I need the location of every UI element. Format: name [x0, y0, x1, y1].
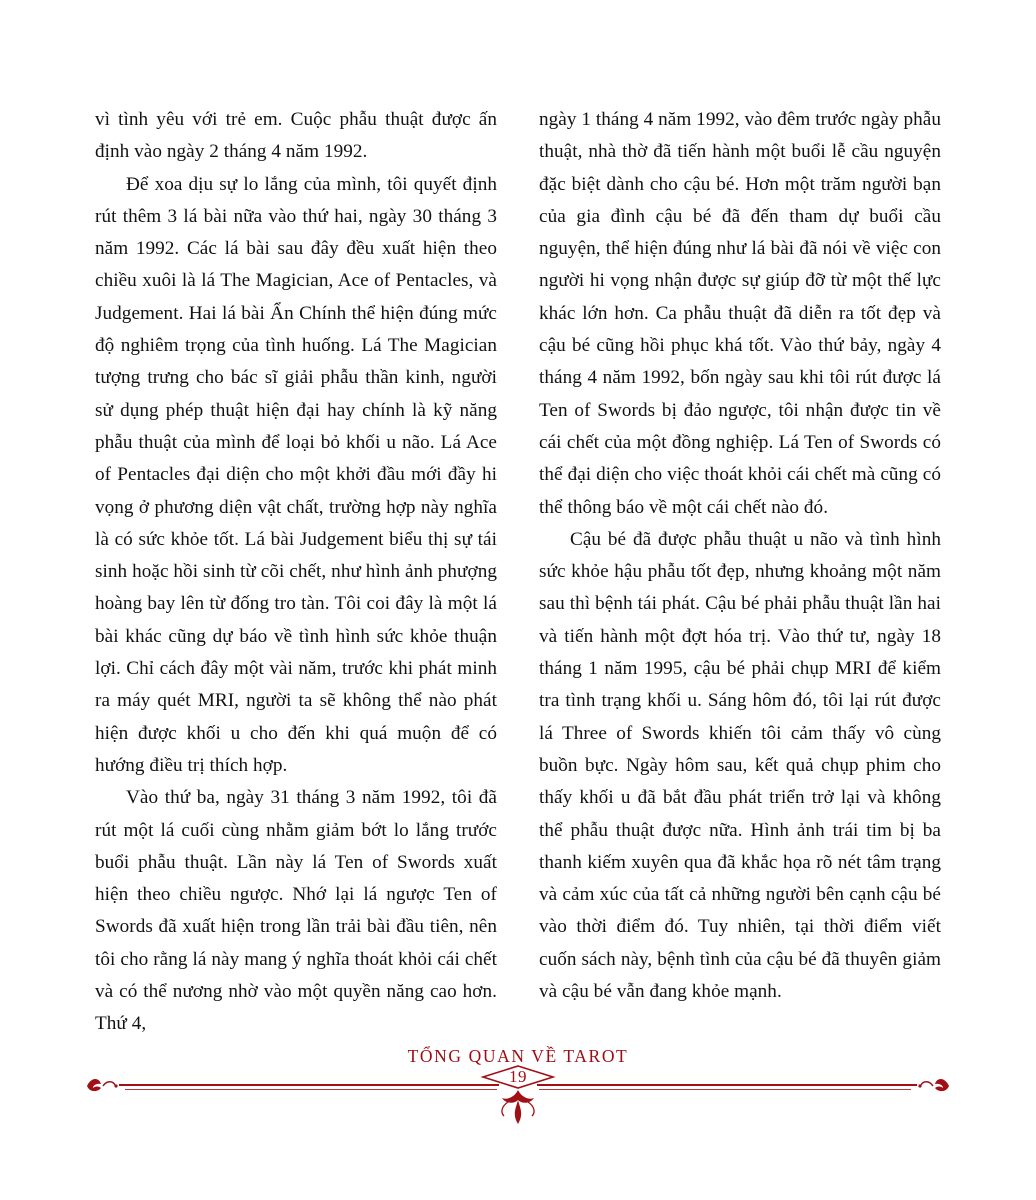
flourish-right-icon	[917, 1073, 951, 1099]
body-columns	[95, 104, 941, 1041]
paragraph: vì tình yêu với trẻ em. Cuộc phẫu thuật được ấn định vào ngày 2 tháng 4 năm 1992.	[95, 109, 497, 163]
page-number-badge	[480, 1064, 556, 1108]
paragraph: Vào thứ ba, ngày 31 tháng 3 năm 1992, tôi đã rút một lá cuối cùng nhằm giảm bớt lo lắng trước buổi phẫu thuật. Lần này lá Ten of Swords xuất hiện theo chiều ngược. Nhớ lại lá ngược Ten of Swords đã xuất hiện trong lần trải bài đầu tiên, nên tôi cho rằng lá này mang ý nghĩa thoát khỏi cái chết và có thể nương nhờ vào một quyền năng cao hơn. Thứ 4,	[95, 787, 497, 1035]
center-ornament-icon	[488, 1088, 548, 1128]
rule-thin-left	[125, 1089, 497, 1090]
paragraph: Cậu bé đã được phẫu thuật u não và tình hình sức khỏe hậu phẫu tốt đẹp, nhưng khoảng một năm sau thì bệnh tái phát. Cậu bé phải phẫu thuật lần hai và tiến hành một đợt hóa trị. Vào thứ tư, ngày 18 tháng 1 năm 1995, cậu bé phải chụp MRI để kiểm tra tình trạng khối u. Sáng hôm đó, tôi lại rút được lá Three of Swords khiến tôi cảm thấy vô cùng buồn bực. Ngày hôm sau, kết quả chụp phim cho thấy khối u đã bắt đầu phát triển trở lại và không thể phẫu thuật được nữa. Hình ảnh trái tim bị ba thanh kiếm xuyên qua đã khắc họa rõ nét tâm trạng và cảm xúc của tất cả những người bên cạnh cậu bé vào thời điểm đó. Tuy nhiên, tại thời điểm viết cuốn sách này, bệnh tình của cậu bé đã thuyên giảm và cậu bé vẫn đang khỏe mạnh.	[539, 528, 941, 1003]
page-footer	[0, 1046, 1036, 1156]
flourish-left-icon	[85, 1073, 119, 1099]
rule-line-left	[119, 1084, 499, 1086]
rule-line-right	[537, 1084, 917, 1086]
paragraph: ngày 1 tháng 4 năm 1992, vào đêm trước ngày phẫu thuật, nhà thờ đã tiến hành một buổi lễ cầu nguyện đặc biệt dành cho cậu bé. Hơn một trăm người bạn của gia đình cậu bé đã đến tham dự buổi cầu nguyện, thể hiện đúng như lá bài đã nói về việc con người hi vọng nhận được sự giúp đỡ từ một thế lực khác lớn hơn. Ca phẫu thuật đã diễn ra tốt đẹp và cậu bé cũng hồi phục khá tốt. Vào thứ bảy, ngày 4 tháng 4 năm 1992, bốn ngày sau khi tôi rút được lá Ten of Swords bị đảo ngược, tôi nhận được tin về cái chết của một đồng nghiệp. Lá Ten of Swords có thể đại diện cho việc thoát khỏi cái chết mà cũng có thể thông báo về một cái chết nào đó.	[539, 109, 941, 518]
column-left	[95, 104, 497, 1041]
column-right	[539, 104, 941, 1041]
page-number: 19	[509, 1067, 527, 1086]
paragraph: Để xoa dịu sự lo lắng của mình, tôi quyết định rút thêm 3 lá bài nữa vào thứ hai, ngày 30 tháng 3 năm 1992. Các lá bài sau đây đều xuất hiện theo chiều xuôi là lá The Magician, Ace of Pentacles, và Judgement. Hai lá bài Ẩn Chính thể hiện đúng mức độ nghiêm trọng của tình huống. Lá The Magician tượng trưng cho bác sĩ giải phẫu thần kinh, người sử dụng phép thuật hiện đại hay chính là kỹ năng phẫu thuật của mình để loại bỏ khối u não. Lá Ace of Pentacles đại diện cho một khởi đầu mới đầy hi vọng ở phương diện vật chất, trường hợp này nghĩa là có sức khỏe tốt. Lá bài Judgement biểu thị sự tái sinh hoặc hồi sinh từ cõi chết, như hình ảnh phượng hoàng bay lên từ đống tro tàn. Tôi coi đây là một lá bài khác cũng dự báo về tình hình sức khỏe thuận lợi. Chỉ cách đây một vài năm, trước khi phát minh ra máy quét MRI, người ta sẽ không thể nào phát hiện được khối u cho đến khi quá muộn để có hướng điều trị thích hợp.	[95, 173, 497, 776]
rule-thin-right	[539, 1089, 911, 1090]
running-header-title: TỔNG QUAN VỀ TAROT	[407, 1046, 629, 1066]
